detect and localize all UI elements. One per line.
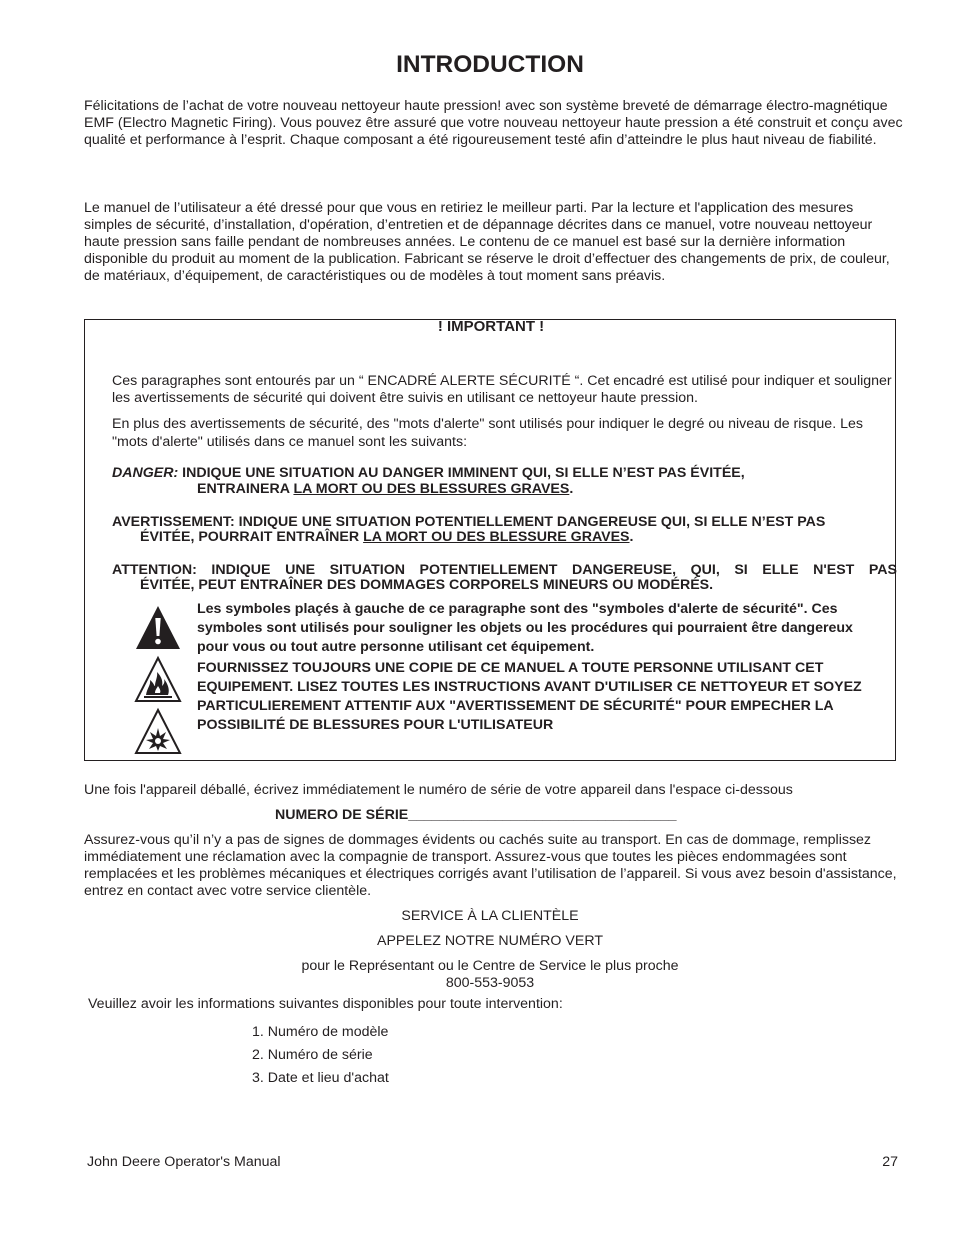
signal-words-paragraph: En plus des avertissements de sécurité, des "mots d'alerte" sont utilisés pour indiquer le degré ou niveau de risque. Les "mots d'alerte" utilisés dans ce manuel sont les suivants: xyxy=(112,416,863,450)
alert-symbols-paragraph: Les symboles plaçés à gauche de ce paragraphe sont des "symboles d'alerte de sécurité". Ces symboles sont utilisés pour souligner les objets ou les procédures qui pourraient être dangereux pour vous ou tout autre personne utilisant cet équipement. xyxy=(197,601,853,655)
caution-line-2: ÉVITÉE, PEUT ENTRAÎNER DES DOMMAGES CORPORELS MINEURS OU MODÉRÉS. xyxy=(140,577,714,593)
serial-number-field: NUMERO DE SÉRIE__________________________________ xyxy=(275,807,677,823)
intro-paragraph-1: Félicitations de l’achat de votre nouveau nettoyeur haute pression! avec son système breveté de démarrage électro-magnétique EMF (Electro Magnetic Firing). Vous pouvez être assuré que votre nouveau nettoyeur haute pression a été construit et conçu avec qualité et performance à l’esprit. Chaque composant a été rigoureusement testé afin d’atteindre le plus haut niveau de fiabilité. xyxy=(84,98,903,148)
warning-line-2 xyxy=(140,529,840,546)
toll-free-line: APPELEZ NOTRE NUMÉRO VERT xyxy=(377,933,603,949)
info-intro: Veuillez avoir les informations suivantes disponibles pour toute intervention: xyxy=(88,996,563,1012)
damage-paragraph: Assurez-vous qu’il n’y a pas de signes de dommages évidents ou cachés suite au transport. En cas de dommage, remplissez immédiatement une réclamation avec la compagnie de transport. Assurez-vous que toutes les pièces endommagées sont remplacées et les problèmes mécaniques et électriques corrigés avant l’utilisation de l’appareil. Si vous avez besoin d'assistance, entrez en contact avec votre service clientèle. xyxy=(84,832,897,899)
danger-consequence: LA MORT OU DES BLESSURES GRAVES xyxy=(293,481,570,497)
info-item-serial: 2. Numéro de série xyxy=(252,1047,373,1063)
danger-word: DANGER: xyxy=(112,465,179,481)
danger-period: . xyxy=(569,481,574,497)
warning-period: . xyxy=(629,529,634,545)
explosion-warning-icon xyxy=(133,707,183,757)
fire-warning-icon xyxy=(133,655,183,705)
warning-line-1: AVERTISSEMENT: INDIQUE UNE SITUATION POTENTIELLEMENT DANGEREUSE QUI, SI ELLE N’EST PAS xyxy=(112,514,826,530)
caution-line-1: ATTENTION: INDIQUE UNE SITUATION POTENTIELLEMENT DANGEREUSE, QUI, SI ELLE N'EST PAS xyxy=(112,562,897,578)
phone-number: 800-553-9053 xyxy=(445,975,535,991)
provide-manual-paragraph: FOURNISSEZ TOUJOURS UNE COPIE DE CE MANUEL A TOUTE PERSONNE UTILISANT CET EQUIPEMENT. LISEZ TOUTES LES INSTRUCTIONS AVANT D'UTILISER CE NETTOYEUR ET SOYEZ PARTICULIEREMENT ATTENTIF AUX "AVERTISSEMENT DE SÉCURITÉ" POUR EMPECHER LA POSSIBILITÉ DE BLESSURES POUR L'UTILISATEUR xyxy=(197,660,862,733)
important-safety-box xyxy=(84,319,896,761)
safety-alert-paragraph: Ces paragraphes sont entourés par un “ ENCADRÉ ALERTE SÉCURITÉ “. Cet encadré est utilisé pour indiquer et souligner les avertissements de sécurité qui doivent être suivis en utilisant ce nettoyeur haute pression. xyxy=(112,373,892,406)
warning-consequence: LA MORT OU DES BLESSURE GRAVES xyxy=(363,529,630,545)
danger-line-1: INDIQUE UNE SITUATION AU DANGER IMMINENT QUI, SI ELLE N’EST PAS ÉVITÉE, xyxy=(178,465,745,481)
page-title: INTRODUCTION xyxy=(396,51,584,78)
nearest-service-line: pour le Représentant ou le Centre de Service le plus proche xyxy=(301,958,679,974)
danger-definition xyxy=(112,465,897,482)
info-item-purchase: 3. Date et lieu d'achat xyxy=(252,1070,389,1086)
footer-manual-title: John Deere Operator's Manual xyxy=(87,1154,281,1170)
service-heading: SERVICE À LA CLIENTÈLE xyxy=(401,908,579,924)
important-heading: ! IMPORTANT ! xyxy=(437,318,545,335)
page-number: 27 xyxy=(882,1154,898,1170)
info-item-model: 1. Numéro de modèle xyxy=(252,1024,389,1040)
danger-line-2 xyxy=(197,481,897,498)
intro-paragraph-2: Le manuel de l’utilisateur a été dressé pour que vous en retiriez le meilleur parti. Par la lecture et l'application des mesures simples de sécurité, d’installation, d'opération, d’entretien et de dépannage décrites dans ce manuel, votre nouveau nettoyeur haute pression sans faille pendant de nombreuses années. Le contenu de ce manuel est basé sur la dernière information disponible du produit au moment de la publication. Fabricant se réserve le droit d’effectuer des changements de prix, de couleur, de matériaux, d’équipement, de caractéristiques ou de modèles à tout moment sans préavis. xyxy=(84,200,890,284)
serial-instruction: Une fois l'appareil déballé, écrivez immédiatement le numéro de série de votre appareil dans l'espace ci-dessous xyxy=(84,782,793,798)
warning-consequence-intro: ÉVITÉE, POURRAIT ENTRAÎNER xyxy=(140,529,364,545)
exclamation-warning-icon xyxy=(133,603,183,653)
danger-consequence-intro: ENTRAINERA xyxy=(197,481,294,497)
